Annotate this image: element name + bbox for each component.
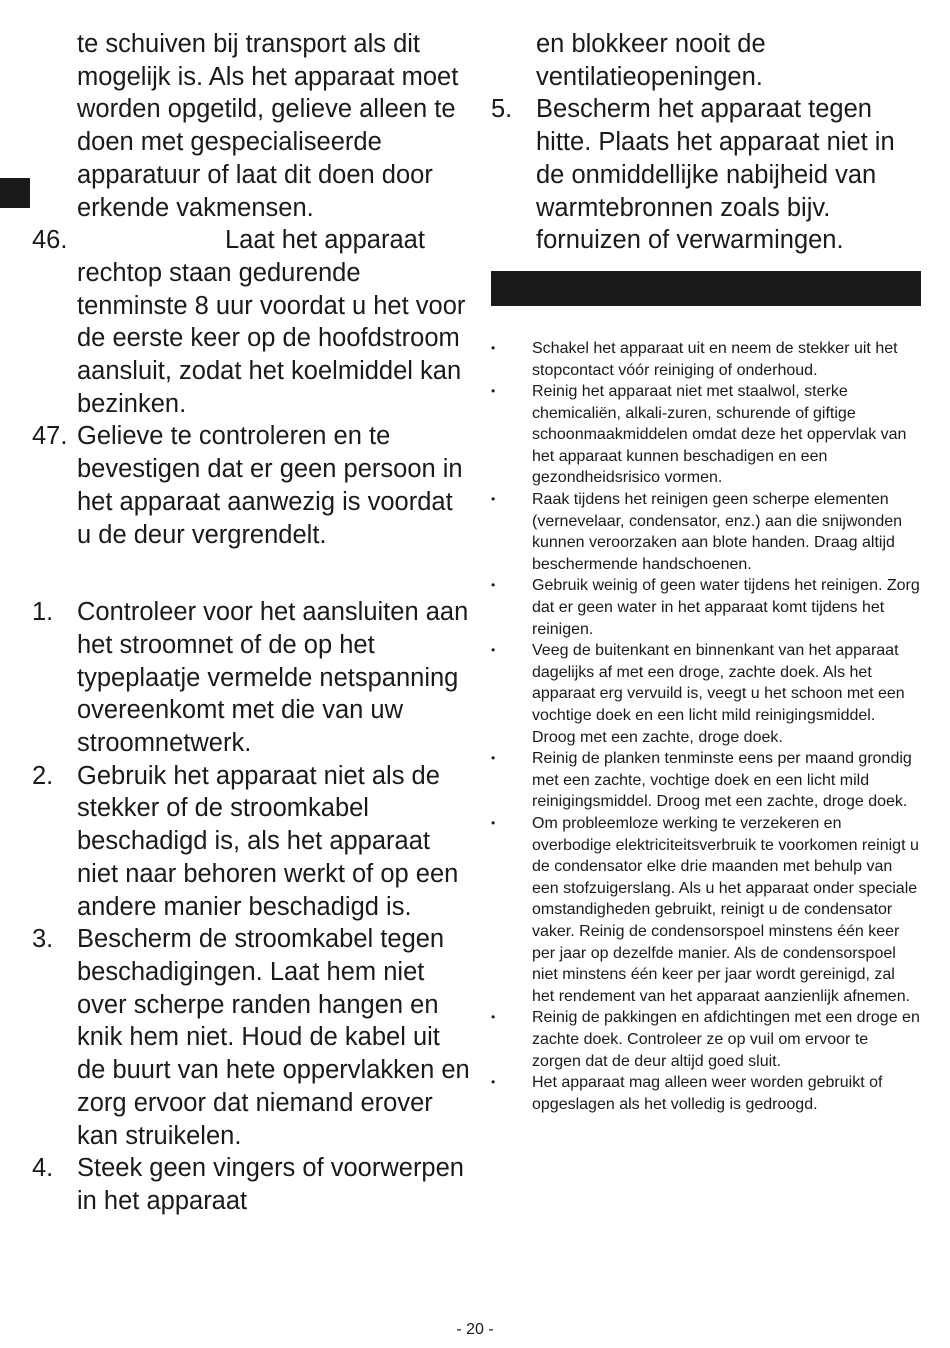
item-number: 4. bbox=[32, 1154, 54, 1183]
bullet-icon: • bbox=[491, 815, 496, 830]
bullet-icon: • bbox=[491, 384, 496, 399]
list-item bbox=[491, 748, 921, 813]
bullet-text: Gebruik weinig of geen water tijdens het reinigen. Zorg dat er geen water in het apparaat komt tijdens het reinigen. bbox=[532, 577, 920, 638]
bullet-text: Schakel het apparaat uit en neem de stekker uit het stopcontact vóór reiniging of onderhoud. bbox=[532, 339, 898, 379]
section-gap bbox=[32, 551, 472, 596]
bullet-text: Reinig de planken tenminste eens per maand grondig met een zachte, vochtige doek en een licht mild reinigingsmiddel. Droog met een zachte, droge doek. bbox=[532, 750, 912, 811]
list-item bbox=[491, 489, 921, 575]
list-item bbox=[491, 640, 921, 748]
list-item bbox=[491, 1007, 921, 1072]
item-number: 46. bbox=[32, 226, 68, 255]
item-number: 3. bbox=[32, 925, 54, 954]
list-item-47 bbox=[32, 420, 472, 551]
right-column bbox=[491, 28, 921, 1115]
list-item-4 bbox=[32, 1152, 472, 1217]
bullet-icon: • bbox=[491, 1010, 496, 1025]
item-text: Gebruik het apparaat niet als de stekker of de stroomkabel beschadigd is, als het apparaat niet naar behoren werkt of op een andere manier beschadigd is. bbox=[77, 761, 459, 921]
bullet-icon: • bbox=[491, 643, 496, 658]
section-tab-marker bbox=[0, 178, 30, 208]
bullet-icon: • bbox=[491, 578, 496, 593]
bullet-text: Raak tijdens het reinigen geen scherpe elementen (vernevelaar, condensator, enz.) aan die snijwonden kunnen veroorzaken aan blote handen. Draag altijd beschermende handschoenen. bbox=[532, 491, 903, 573]
item-number: 47. bbox=[32, 422, 68, 451]
item-text: Gelieve te controleren en te bevestigen dat er geen persoon in het apparaat aanwezig is voordat u de deur vergrendelt. bbox=[77, 422, 463, 549]
bullet-text: Reinig het apparaat niet met staalwol, sterke chemicaliën, alkali-zuren, schurende of giftige schoonmaakmiddelen omdat deze het oppervlak van het apparaat kunnen beschadigen en een gezondheidsrisico vormen. bbox=[532, 383, 907, 487]
item-text: Controleer voor het aansluiten aan het stroomnet of de op het typeplaatje vermelde netspanning overeenkomt met die van uw stroomnetwerk. bbox=[77, 598, 469, 758]
bullet-text: Reinig de pakkingen en afdichtingen met een droge en zachte doek. Controleer ze op vuil om ervoor te zorgen dat de deur altijd goed sluit. bbox=[532, 1009, 920, 1070]
item-text: Bescherm de stroomkabel tegen beschadigingen. Laat hem niet over scherpe randen hangen en knik hem niet. Houd de kabel uit de buurt van hete oppervlakken en zorg ervoor dat niemand erover kan struikelen. bbox=[77, 925, 470, 1150]
left-column bbox=[32, 28, 472, 1218]
item-text: Laat het apparaat rechtop staan gedurende tenminste 8 uur voordat u het voor de eerste keer op de hoofdstroom aansluit, zodat het koelmiddel kan bezinken. bbox=[77, 226, 466, 418]
list-item-46 bbox=[32, 224, 472, 420]
list-item bbox=[491, 1072, 921, 1115]
continuation-text: te schuiven bij transport als dit mogelijk is. Als het apparaat moet worden opgetild, gelieve alleen te doen met gespecialiseerde apparatuur of laat dit doen door erkende vakmensen. bbox=[77, 30, 459, 222]
bullet-icon: • bbox=[491, 340, 496, 355]
list-item-3 bbox=[32, 923, 472, 1152]
continuation-text: en blokkeer nooit de ventilatieopeningen. bbox=[536, 30, 766, 91]
list-item bbox=[491, 813, 921, 1007]
bullet-text: Om probleemloze werking te verzekeren en overbodige elektriciteitsverbruik te voorkomen reinigt u de condensator elke drie maanden met behulp van een stofzuigerslang. Als u het apparaat onder speciale omstandigheden gebruikt, reinigt u de condensator vaker. Reinig de condensorspoel minstens één keer per jaar op dezelfde manier. Als de condensorspoel niet minstens één keer per jaar wordt gereinigd, zal het rendement van het apparaat aanzienlijk afnemen. bbox=[532, 814, 919, 1005]
list-item bbox=[491, 338, 921, 381]
list-item bbox=[491, 381, 921, 489]
item-text: Steek geen vingers of voorwerpen in het apparaat bbox=[77, 1154, 464, 1215]
bullet-text: Het apparaat mag alleen weer worden gebruikt of opgeslagen als het volledig is gedroogd. bbox=[532, 1074, 883, 1113]
cleaning-bullet-list bbox=[491, 338, 921, 1115]
item-number: 1. bbox=[32, 598, 54, 627]
list-item-2 bbox=[32, 760, 472, 924]
section-heading-bar bbox=[491, 271, 921, 306]
list-item bbox=[491, 575, 921, 640]
list-item-1 bbox=[32, 596, 472, 760]
bullet-icon: • bbox=[491, 492, 496, 507]
bullet-icon: • bbox=[491, 1075, 496, 1090]
list-item-5 bbox=[491, 93, 921, 257]
bullet-icon: • bbox=[491, 751, 496, 766]
bullet-text: Veeg de buitenkant en binnenkant van het apparaat dagelijks af met een droge, zachte doek. Als het apparaat erg vervuild is, veegt u het schoon met een vochtige doek en een licht mild reinigingsmiddel. Droog met een zachte, droge doek. bbox=[532, 642, 905, 746]
item-number: 2. bbox=[32, 761, 54, 790]
item-number: 5. bbox=[491, 95, 513, 124]
page-number: - 20 - bbox=[456, 1321, 494, 1338]
item-text: Bescherm het apparaat tegen hitte. Plaats het apparaat niet in de onmiddellijke nabijheid van warmtebronnen zoals bijv. fornuizen of verwarmingen. bbox=[536, 95, 895, 255]
